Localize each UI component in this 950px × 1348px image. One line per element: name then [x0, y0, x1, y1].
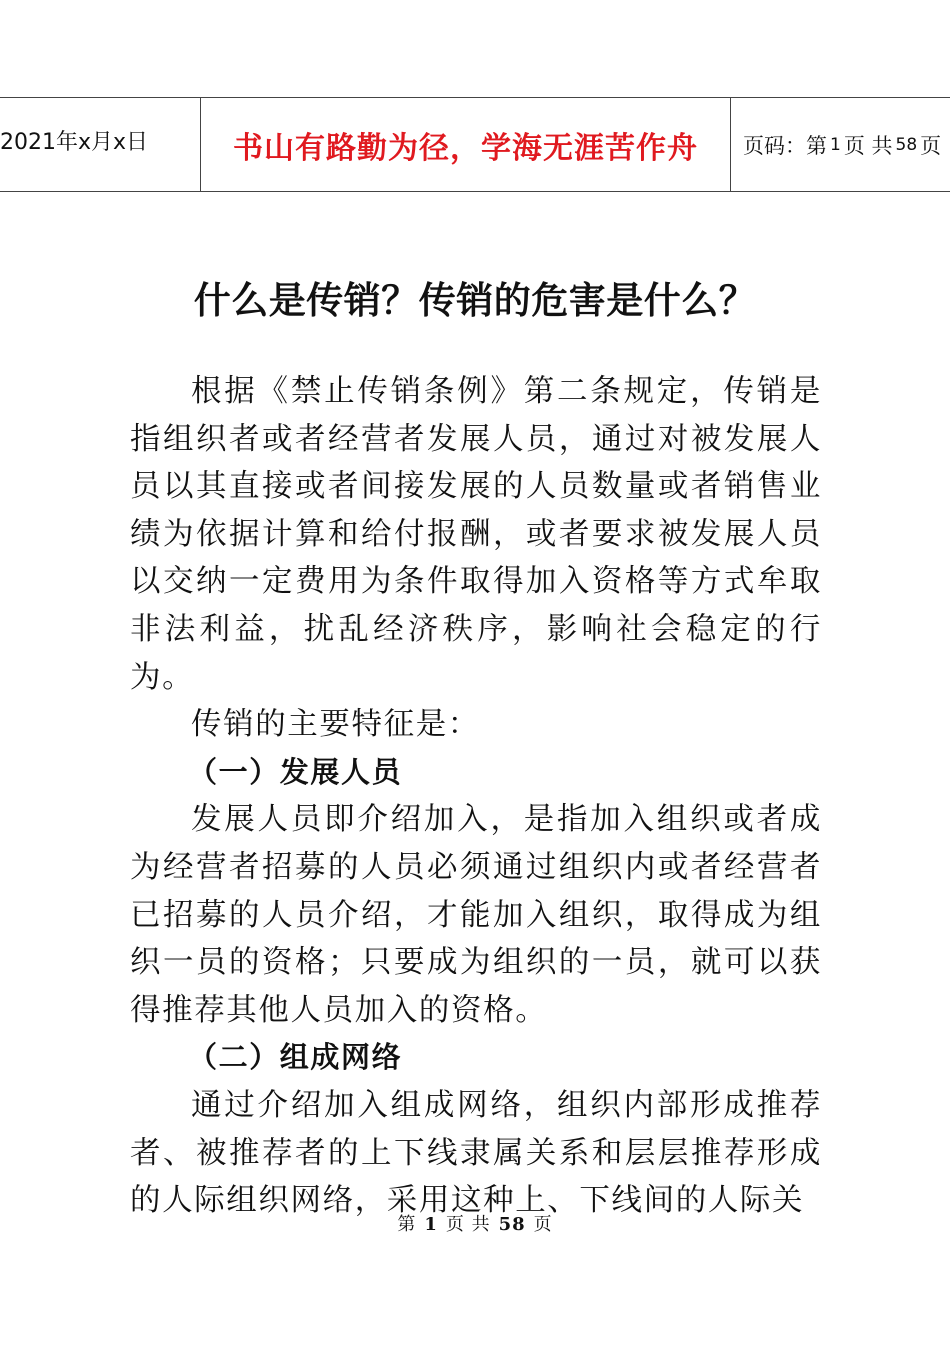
header-page-end: 页 [920, 133, 942, 158]
header-page-info [731, 98, 950, 191]
header-page-mid: 页 共 [843, 133, 893, 158]
header-page-number: 1 [830, 134, 841, 155]
page-header [0, 97, 950, 192]
footer-suffix: 页 [533, 1214, 553, 1235]
footer-page-total: 58 [498, 1214, 526, 1235]
paragraph-features-intro: 传销的主要特征是： [191, 707, 480, 743]
footer-page-number: 1 [424, 1214, 438, 1235]
paragraph-definition: 根据《禁止传销条例》第二条规定，传销是指组织者或者经营者发展人员，通过对被发展人员以其直接或者间接发展的人员数量或者销售业绩为依据计算和给付报酬，或者要求被发展人员以交纳一定费用为条件取得加入资格等方式牟取非法利益，扰乱经济秩序，影响社会稳定的行为。 [130, 374, 822, 695]
footer-mid: 页 共 [445, 1214, 491, 1235]
header-page-total: 58 [895, 134, 918, 155]
paragraph-develop-members: 发展人员即介绍加入，是指加入组织或者成为经营者招募的人员必须通过组织内或者经营者已招募的人员介绍，才能加入组织，取得成为组织一员的资格；只要成为组织的一员，就可以获得推荐其他人员加入的资格。 [130, 802, 822, 1028]
section-heading-develop-members: （一）发展人员 [188, 754, 403, 789]
document-title: 什么是传销？传销的危害是什么？ [193, 278, 757, 322]
header-page-label: 页码：第 [743, 133, 827, 158]
header-date: 2021年x月x日 [0, 98, 201, 191]
page-footer [0, 1210, 950, 1236]
paragraph-form-network: 通过介绍加入组成网络，组织内部形成推荐者、被推荐者的上下线隶属关系和层层推荐形成的人际组织网络，采用这种上、下线间的人际关 [130, 1087, 822, 1219]
section-heading-form-network: （二）组成网络 [188, 1040, 403, 1075]
document-body [130, 368, 822, 1225]
footer-prefix: 第 [397, 1214, 417, 1235]
header-motto: 书山有路勤为径，学海无涯苦作舟 [201, 98, 731, 191]
